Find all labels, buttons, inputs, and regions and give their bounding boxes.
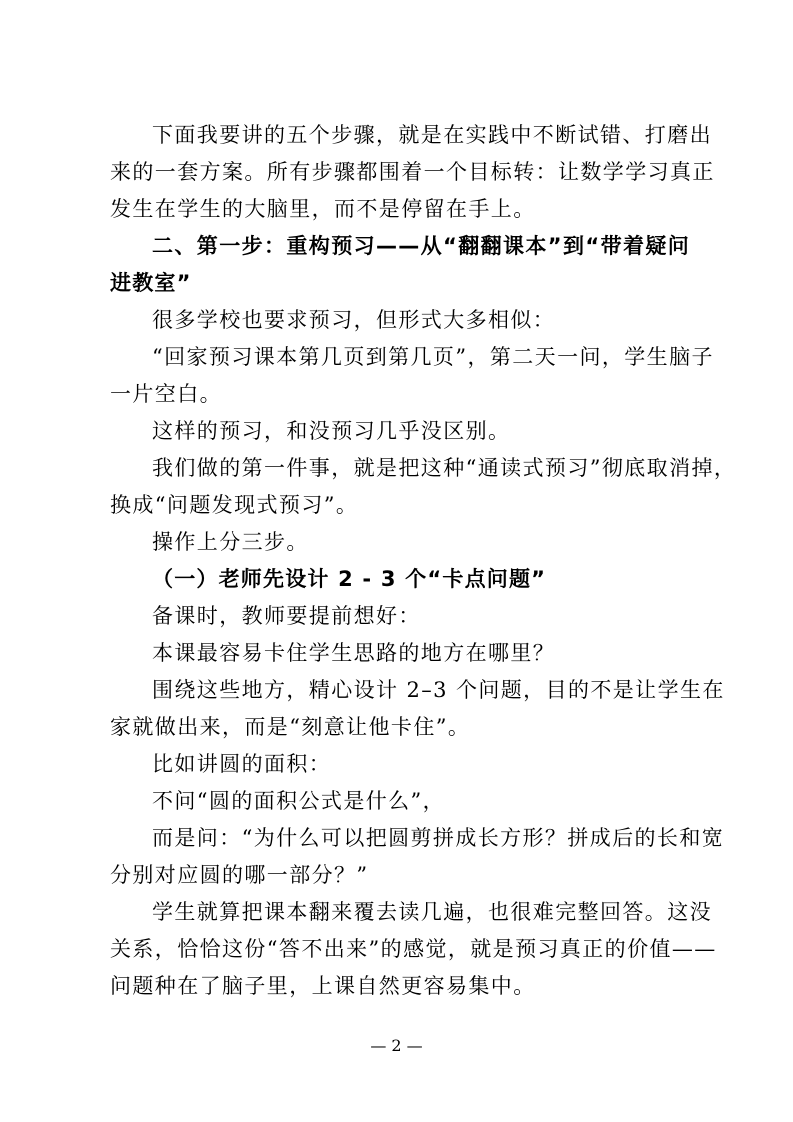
paragraph-design-questions-line-2: 家就做出来，而是“刻意让他卡住”。 — [110, 715, 471, 739]
intro-paragraph-line-1: 下面我要讲的五个步骤，就是在实践中不断试错、打磨出 — [152, 123, 712, 147]
intro-paragraph-line-2: 来的一套方案。所有步骤都围着一个目标转：让数学学习真正 — [110, 160, 715, 184]
paragraph-value-line-1: 学生就算把课本翻来覆去读几遍，也很难完整回答。这没 — [152, 900, 712, 924]
paragraph-no-difference: 这样的预习，和没预习几乎没区别。 — [152, 419, 511, 443]
paragraph-not-ask: 不问“圆的面积公式是什么”， — [152, 789, 446, 813]
paragraph-first-thing-line-1: 我们做的第一件事，就是把这种“通读式预习”彻底取消掉， — [152, 456, 737, 480]
paragraph-design-questions-line-1: 围绕这些地方，精心设计 2–3 个问题，目的不是让学生在 — [152, 678, 725, 702]
paragraph-lesson-prep: 备课时，教师要提前想好： — [152, 604, 421, 628]
section-heading-line-2: 进教室” — [110, 271, 192, 295]
paragraph-preview-forms: 很多学校也要求预习，但形式大多相似： — [152, 308, 556, 332]
paragraph-three-steps: 操作上分三步。 — [152, 530, 309, 554]
paragraph-value-line-3: 问题种在了脑子里，上课自然更容易集中。 — [110, 974, 536, 998]
paragraph-first-thing-line-2: 换成“问题发现式预习”。 — [110, 493, 359, 517]
paragraph-instead-ask-line-1: 而是问：“为什么可以把圆剪拼成长方形？拼成后的长和宽 — [152, 826, 725, 850]
page-number: — 2 — — [370, 1036, 423, 1055]
subsection-heading: （一）老师先设计 2 - 3 个“卡点问题” — [152, 567, 547, 591]
paragraph-value-line-2: 关系，恰恰这份“答不出来”的感觉，就是预习真正的价值—— — [110, 937, 717, 961]
paragraph-instead-ask-line-2: 分别对应圆的哪一部分？” — [110, 863, 369, 887]
intro-paragraph-line-3: 发生在学生的大脑里，而不是停留在手上。 — [110, 197, 536, 221]
paragraph-preview-example-line-1: “回家预习课本第几页到第几页”，第二天一问，学生脑子 — [152, 345, 714, 369]
paragraph-preview-example-line-2: 一片空白。 — [110, 382, 222, 406]
section-heading-line-1: 二、第一步：重构预习——从“翻翻课本”到“带着疑问 — [152, 234, 690, 258]
document-body — [110, 117, 737, 1005]
paragraph-stuck-point: 本课最容易卡住学生思路的地方在哪里？ — [152, 641, 556, 665]
paragraph-circle-example: 比如讲圆的面积： — [152, 752, 332, 776]
